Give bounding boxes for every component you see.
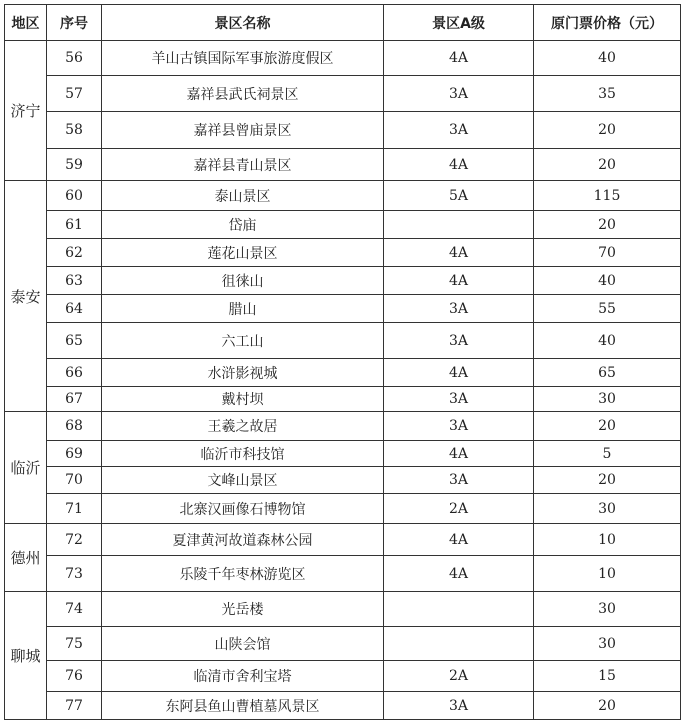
row-number: 71 xyxy=(47,494,102,524)
table-body xyxy=(5,41,681,720)
table-row xyxy=(5,41,681,76)
a-level: 4A xyxy=(384,41,534,76)
price: 55 xyxy=(534,295,681,323)
price: 15 xyxy=(534,661,681,692)
price: 30 xyxy=(534,387,681,412)
a-level: 4A xyxy=(384,524,534,556)
row-number: 58 xyxy=(47,112,102,149)
table-row xyxy=(5,359,681,387)
a-level: 3A xyxy=(384,76,534,112)
row-number: 73 xyxy=(47,556,102,592)
price: 20 xyxy=(534,149,681,181)
header-region: 地区 xyxy=(5,5,47,41)
row-number: 66 xyxy=(47,359,102,387)
scenic-name: 岱庙 xyxy=(102,211,384,239)
price: 10 xyxy=(534,556,681,592)
row-number: 65 xyxy=(47,323,102,359)
a-level: 4A xyxy=(384,149,534,181)
a-level: 2A xyxy=(384,494,534,524)
table-row xyxy=(5,627,681,661)
price: 10 xyxy=(534,524,681,556)
table-row xyxy=(5,412,681,441)
price: 65 xyxy=(534,359,681,387)
row-number: 74 xyxy=(47,592,102,627)
scenic-name: 嘉祥县曾庙景区 xyxy=(102,112,384,149)
scenic-price-table xyxy=(4,4,681,720)
price: 20 xyxy=(534,412,681,441)
table-row xyxy=(5,211,681,239)
price: 20 xyxy=(534,112,681,149)
row-number: 68 xyxy=(47,412,102,441)
scenic-name: 王羲之故居 xyxy=(102,412,384,441)
row-number: 77 xyxy=(47,692,102,720)
region-cell: 聊城 xyxy=(5,592,47,720)
a-level: 4A xyxy=(384,239,534,267)
row-number: 61 xyxy=(47,211,102,239)
scenic-name: 嘉祥县青山景区 xyxy=(102,149,384,181)
a-level: 4A xyxy=(384,267,534,295)
price: 35 xyxy=(534,76,681,112)
row-number: 59 xyxy=(47,149,102,181)
scenic-name: 乐陵千年枣林游览区 xyxy=(102,556,384,592)
row-number: 67 xyxy=(47,387,102,412)
table-row xyxy=(5,112,681,149)
row-number: 76 xyxy=(47,661,102,692)
a-level: 3A xyxy=(384,112,534,149)
a-level xyxy=(384,211,534,239)
header-scenic-name: 景区名称 xyxy=(102,5,384,41)
table-row xyxy=(5,441,681,467)
price: 30 xyxy=(534,592,681,627)
region-cell: 临沂 xyxy=(5,412,47,524)
row-number: 70 xyxy=(47,467,102,494)
a-level: 2A xyxy=(384,661,534,692)
scenic-name: 临清市舍利宝塔 xyxy=(102,661,384,692)
table-row xyxy=(5,494,681,524)
a-level: 5A xyxy=(384,181,534,211)
table-row xyxy=(5,181,681,211)
price: 40 xyxy=(534,267,681,295)
row-number: 62 xyxy=(47,239,102,267)
row-number: 72 xyxy=(47,524,102,556)
table-row xyxy=(5,295,681,323)
price: 70 xyxy=(534,239,681,267)
a-level: 3A xyxy=(384,412,534,441)
a-level: 3A xyxy=(384,387,534,412)
price: 40 xyxy=(534,41,681,76)
scenic-name: 东阿县鱼山曹植墓风景区 xyxy=(102,692,384,720)
row-number: 69 xyxy=(47,441,102,467)
price: 115 xyxy=(534,181,681,211)
scenic-name: 临沂市科技馆 xyxy=(102,441,384,467)
scenic-name: 光岳楼 xyxy=(102,592,384,627)
table-row xyxy=(5,524,681,556)
a-level: 4A xyxy=(384,556,534,592)
table-row xyxy=(5,149,681,181)
scenic-name: 文峰山景区 xyxy=(102,467,384,494)
row-number: 60 xyxy=(47,181,102,211)
scenic-name: 莲花山景区 xyxy=(102,239,384,267)
table-row xyxy=(5,267,681,295)
scenic-name: 山陕会馆 xyxy=(102,627,384,661)
table-row xyxy=(5,323,681,359)
table-header-row xyxy=(5,5,681,41)
price: 30 xyxy=(534,494,681,524)
header-price: 原门票价格（元） xyxy=(534,5,681,41)
scenic-name: 羊山古镇国际军事旅游度假区 xyxy=(102,41,384,76)
region-cell: 泰安 xyxy=(5,181,47,412)
scenic-name: 腊山 xyxy=(102,295,384,323)
scenic-name: 水浒影视城 xyxy=(102,359,384,387)
table-row xyxy=(5,556,681,592)
table-row xyxy=(5,661,681,692)
region-cell: 济宁 xyxy=(5,41,47,181)
a-level: 3A xyxy=(384,323,534,359)
scenic-name: 夏津黄河故道森林公园 xyxy=(102,524,384,556)
header-number: 序号 xyxy=(47,5,102,41)
a-level: 3A xyxy=(384,467,534,494)
price: 5 xyxy=(534,441,681,467)
price: 20 xyxy=(534,211,681,239)
header-a-level: 景区A级 xyxy=(384,5,534,41)
table-row xyxy=(5,692,681,720)
a-level xyxy=(384,627,534,661)
scenic-name: 戴村坝 xyxy=(102,387,384,412)
a-level: 4A xyxy=(384,359,534,387)
scenic-name: 六工山 xyxy=(102,323,384,359)
scenic-name: 嘉祥县武氏祠景区 xyxy=(102,76,384,112)
table-row xyxy=(5,239,681,267)
a-level xyxy=(384,592,534,627)
table-row xyxy=(5,467,681,494)
row-number: 75 xyxy=(47,627,102,661)
price: 30 xyxy=(534,627,681,661)
table-row xyxy=(5,387,681,412)
a-level: 3A xyxy=(384,295,534,323)
price: 20 xyxy=(534,692,681,720)
row-number: 64 xyxy=(47,295,102,323)
table-row xyxy=(5,592,681,627)
table-row xyxy=(5,76,681,112)
price: 20 xyxy=(534,467,681,494)
price: 40 xyxy=(534,323,681,359)
scenic-name: 北寨汉画像石博物馆 xyxy=(102,494,384,524)
row-number: 63 xyxy=(47,267,102,295)
scenic-name: 徂徕山 xyxy=(102,267,384,295)
scenic-name: 泰山景区 xyxy=(102,181,384,211)
a-level: 3A xyxy=(384,692,534,720)
region-cell: 德州 xyxy=(5,524,47,592)
a-level: 4A xyxy=(384,441,534,467)
row-number: 57 xyxy=(47,76,102,112)
row-number: 56 xyxy=(47,41,102,76)
